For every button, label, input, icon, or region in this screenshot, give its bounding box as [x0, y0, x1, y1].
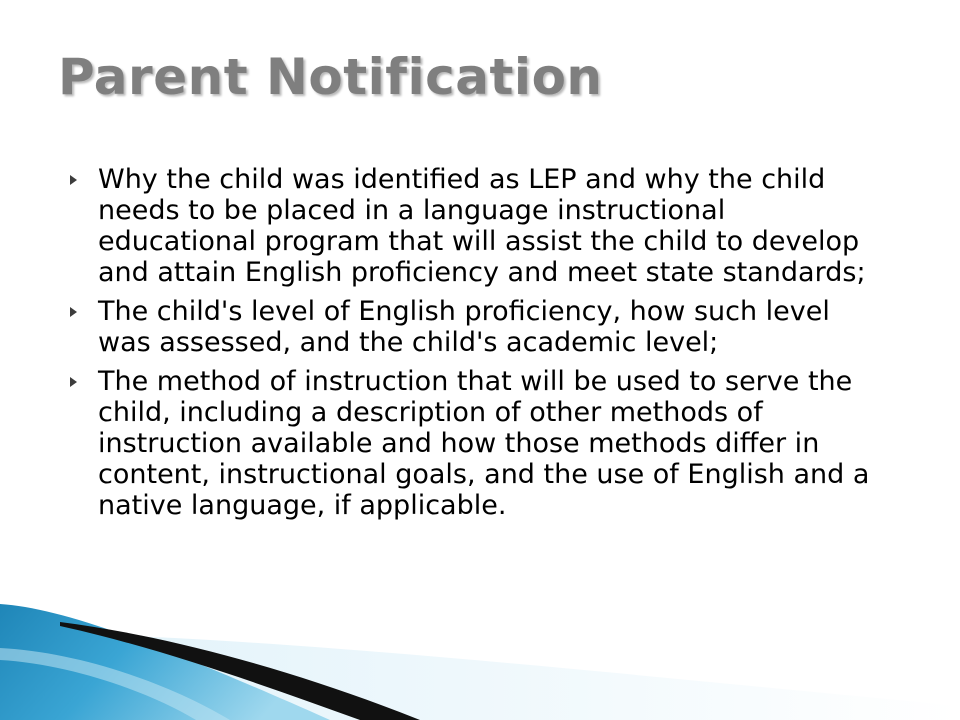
- bullet-item: [70, 296, 870, 358]
- bullet-text: The child's level of English proficiency, how such level was assessed, and the child's academic level;: [98, 296, 830, 358]
- bullet-list: [70, 164, 870, 529]
- bullet-text: The method of instruction that will be used to serve the child, including a description of other methods of instruction available and how those methods differ in content, instructional goals, and the use of English and a native language, if applicable.: [98, 366, 870, 521]
- bullet-item: [70, 164, 870, 288]
- bullet-text: Why the child was identified as LEP and why the child needs to be placed in a language instructional educational program that will assist the child to develop and attain English proficiency and meet state standards;: [98, 164, 866, 288]
- triangle-bullet-icon: [70, 377, 77, 387]
- triangle-bullet-icon: [70, 307, 77, 317]
- bullet-item: [70, 366, 870, 521]
- triangle-bullet-icon: [70, 175, 77, 185]
- slide-title: Parent Notification: [58, 48, 603, 106]
